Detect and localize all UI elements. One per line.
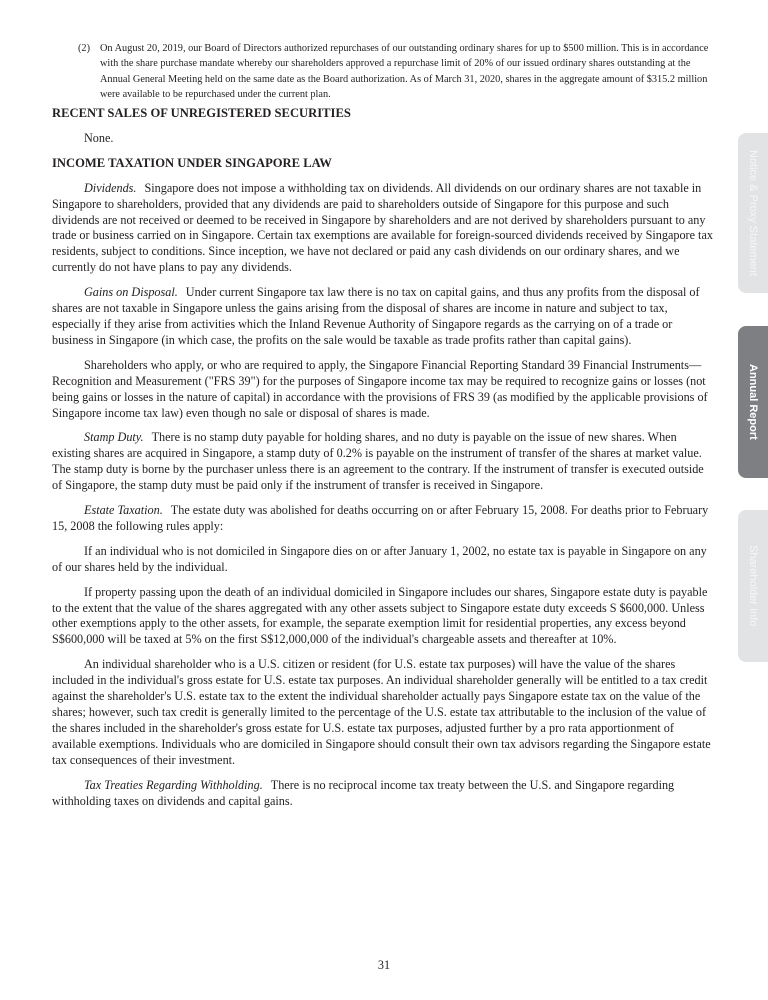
- income-tax-heading: INCOME TAXATION UNDER SINGAPORE LAW: [52, 155, 332, 170]
- tab-shareholder-label: Shareholder Info: [747, 545, 759, 627]
- stamp-duty-paragraph: [52, 430, 714, 494]
- tab-annual-report[interactable]: [738, 326, 768, 478]
- footnote-number: (2): [78, 43, 91, 54]
- gains-lead: Gains on Disposal.: [84, 285, 178, 300]
- estate-rule-nondomiciled: If an individual who is not domiciled in Singapore dies on or after January 1, 2002, no estate tax is payable in Singapore on any of our shares held by the individual.: [52, 543, 707, 574]
- treaties-text: There is no reciprocal income tax treaty between the U.S. and Singapore regarding withholding taxes on dividends and capital gains.: [52, 777, 675, 808]
- estate-text: The estate duty was abolished for deaths occurring on or after February 15, 2008. For deaths prior to February 15, 2008 the following rules apply:: [52, 503, 709, 533]
- dividends-paragraph: [52, 181, 714, 276]
- page-number: 31: [377, 958, 391, 972]
- estate-rule-domiciled: If property passing upon the death of an individual domiciled in Singapore includes our shares, Singapore estate duty is payable to the extent that the value of the shares aggregated with any other assets subject to Singapore estate duty exceeds S $600,000. Unless other exemptions apply to the other assets, for example, the separate exemption limit for residential properties, any excess beyond S$600,000 will be taxed at 5% on the first S$12,000,000 of the individual's chargeable assets and thereafter at 10%.: [52, 584, 708, 647]
- estate-lead: Estate Taxation.: [84, 503, 163, 518]
- dividends-lead: Dividends.: [84, 180, 137, 195]
- tab-annual-label: Annual Report: [747, 364, 759, 440]
- estate-us-paragraph: An individual shareholder who is a U.S. citizen or resident (for U.S. estate tax purposes) will have the value of the shares included in the individual's gross estate for U.S. estate tax purposes. An individual shareholder generally will be entitled to a tax credit against the shareholder's U.S. estate tax to the extent the individual shareholder actually pays Singapore estate tax on the value of the shares; however, such tax credit is generally limited to the percentage of the U.S. estate tax attributable to the inclusion of the value of the shares included in the shareholder's gross estate for U.S. estate tax purposes, adjusted further by a pro rata apportionment of available exemptions. Individuals who are domiciled in Singapore should consult their own tax advisors regarding the Singapore estate tax consequences of their investment.: [52, 657, 711, 767]
- treaties-paragraph: [52, 778, 714, 810]
- footnote: [78, 41, 718, 103]
- estate-paragraph: [52, 503, 714, 535]
- stamp-duty-text: There is no stamp duty payable for holding shares, and no duty is payable on the issue of new shares. When existing shares are acquired in Singapore, a stamp duty of 0.2% is payable on the instrument of transfer of the shares at market value. The stamp duty is borne by the purchaser unless there is an agreement to the contrary. If the instrument of transfer is executed outside of Singapore, the stamp duty must be paid only if the instrument of transfer is received in Singapore.: [52, 430, 704, 493]
- frs39-paragraph: Shareholders who apply, or who are required to apply, the Singapore Financial Reporting Standard 39 Financial Instruments—Recognition and Measurement ("FRS 39") for the purposes of Singapore income tax may be required to recognize gains or losses (not being gains or losses in the nature of capital) in accordance with the provisions of FRS 39 (as modified by the applicable provisions of Singapore income tax law) even though no sale or disposal of shares is made.: [52, 357, 708, 420]
- stamp-duty-lead: Stamp Duty.: [84, 430, 144, 445]
- tab-notice-label: Notice & Proxy Statement: [747, 150, 759, 276]
- treaties-lead: Tax Treaties Regarding Withholding.: [84, 777, 263, 792]
- tab-notice-proxy-statement[interactable]: [738, 133, 768, 293]
- main-content: [52, 106, 714, 818]
- recent-sales-heading: RECENT SALES OF UNREGISTERED SECURITIES: [52, 106, 351, 120]
- gains-text: Under current Singapore tax law there is no tax on capital gains, and thus any profits from the disposal of shares are not taxable in Singapore unless the gains arising from the disposal of shares are income in nature and subject to tax, especially if they arise from activities which the Inland Revenue Authority of Singapore regards as the carrying on of a trade or business in Singapore (in which case, the profits on the sale would be taxable as trade profits rather than capital gains).: [52, 285, 700, 347]
- dividends-text: Singapore does not impose a withholding tax on dividends. All dividends on our ordinary shares are not taxable in Singapore to shareholders, provided that any dividends are paid to shareholders outside of Singapore for this purpose and such dividends are not received or deemed to be received in Singapore by shareholders and are not derived by shareholders pursuant to any trade or business carried on in Singapore. Certain tax exemptions are available for foreign-sourced dividends received by Singapore tax residents, subject to conditions. Since inception, we have not declared or paid any cash dividends on our ordinary shares, and we currently do not have plans to pay any dividends.: [52, 180, 713, 275]
- tab-shareholder-info[interactable]: [738, 510, 768, 662]
- footnote-text: On August 20, 2019, our Board of Directors authorized repurchases of our outstanding ordinary shares for up to $500 million. This is in accordance with the share purchase mandate whereby our shareholders approved a repurchase limit of 20% of our issued ordinary shares outstanding at the Annual General Meeting held on the same date as the Board authorization. As of March 31, 2020, shares in the aggregate amount of $315.2 million were available to be repurchased under the current plan.: [100, 43, 709, 101]
- gains-paragraph: [52, 285, 714, 349]
- recent-sales-body: None.: [84, 130, 114, 145]
